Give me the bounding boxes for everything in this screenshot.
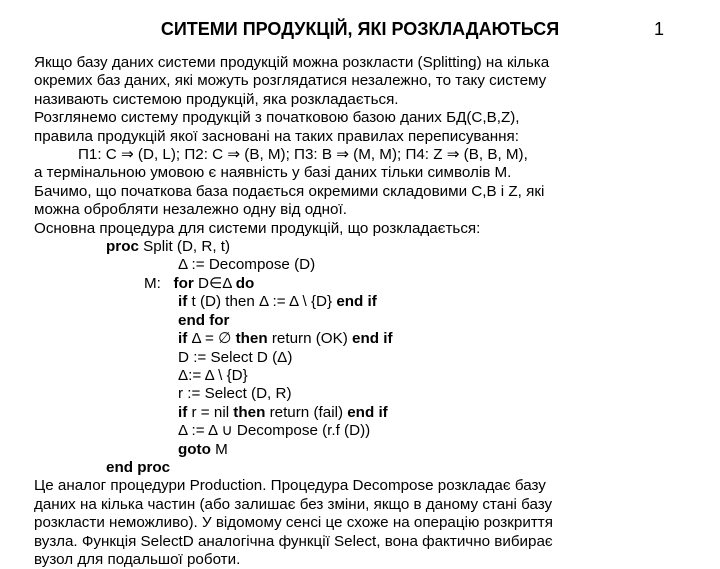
keyword: end if <box>336 293 377 311</box>
conclusion-line: вузол для подальшої роботи. <box>34 550 241 568</box>
conclusion-line: розкласти неможливо). У відомому сенсі це схоже на операцію розкриття <box>34 514 553 532</box>
conclusion-line: даних на кілька частин (або залишає без зміни, якщо в даному стані базу <box>34 495 553 513</box>
keyword: for <box>173 274 194 292</box>
code-line-goto <box>34 441 694 459</box>
keyword: goto <box>178 440 211 458</box>
code-line-endfor: end for <box>178 311 230 329</box>
code-text: r = nil <box>187 403 234 421</box>
intro-line: правила продукцій якої засновані на таких правилах переписування: <box>34 127 519 145</box>
code-text: Δ = ∅ <box>187 330 236 348</box>
code-text: Split (D, R, t) <box>138 238 231 256</box>
keyword: then <box>235 330 268 348</box>
intro-line: називають системою продукцій, яка розкладається. <box>34 90 399 108</box>
keyword: proc <box>106 238 139 256</box>
conclusion-line: вузла. Функція SelectD аналогічна функції Select, вона фактично вибирає <box>34 532 553 550</box>
code-line-proc <box>34 238 694 256</box>
code-line-decompose: Δ := Decompose (D) <box>178 256 316 274</box>
rules-line: П1: C ⇒ (D, L); П2: C ⇒ (B, M); П3: B ⇒ (M, M); П4: Z ⇒ (B, B, M), <box>78 146 528 164</box>
code-line-for <box>34 275 694 293</box>
intro-line: окремих баз даних, які можуть розглядатися незалежно, то таку систему <box>34 72 547 90</box>
conclusion-line: Це аналог процедури Production. Процедура Decompose розкладає базу <box>34 477 546 495</box>
keyword: if <box>178 403 188 421</box>
code-text: M <box>210 440 228 458</box>
keyword: end if <box>347 403 388 421</box>
code-line-if-empty <box>34 330 694 348</box>
code-text: t (D) then Δ := Δ \ {D} <box>187 293 337 311</box>
code-line-endproc: end proc <box>106 458 171 476</box>
keyword: end if <box>352 330 393 348</box>
terminal-condition: а термінальною умовою є наявність у базі даних тільки символів M. <box>34 164 512 182</box>
keyword: if <box>178 293 188 311</box>
slide-body <box>34 54 694 569</box>
code-line-if-nil <box>34 404 694 422</box>
code-text: return (fail) <box>265 403 348 421</box>
code-line-select-d: D := Select D (Δ) <box>178 348 293 366</box>
code-text: D∈Δ <box>193 274 236 292</box>
code-line-union: Δ := Δ ∪ Decompose (r.f (D)) <box>178 422 371 440</box>
code-line-remove-d: Δ:= Δ \ {D} <box>178 366 248 384</box>
intro-line: Розглянемо систему продукцій з початковою базою даних БД(C,B,Z), <box>34 109 520 127</box>
code-label: M: <box>144 274 161 292</box>
code-line-if-terminal <box>34 293 694 311</box>
code-line-select-r: r := Select (D, R) <box>178 385 292 403</box>
observation-line: можна обробляти незалежно одну від одної. <box>34 201 347 219</box>
code-text: return (OK) <box>267 330 353 348</box>
keyword: do <box>235 274 255 292</box>
slide-title: СИТЕМИ ПРОДУКЦІЙ, ЯКІ РОЗКЛАДАЮТЬСЯ <box>160 19 560 39</box>
procedure-intro: Основна процедура для системи продукцій, що розкладається: <box>34 219 481 237</box>
keyword: if <box>178 330 188 348</box>
observation-line: Бачимо, що початкова база подається окремими складовими C,B і Z, які <box>34 182 545 200</box>
page-number: 1 <box>653 19 664 39</box>
intro-line: Якщо базу даних системи продукцій можна розкласти (Splitting) на кілька <box>34 54 550 71</box>
keyword: then <box>233 403 266 421</box>
